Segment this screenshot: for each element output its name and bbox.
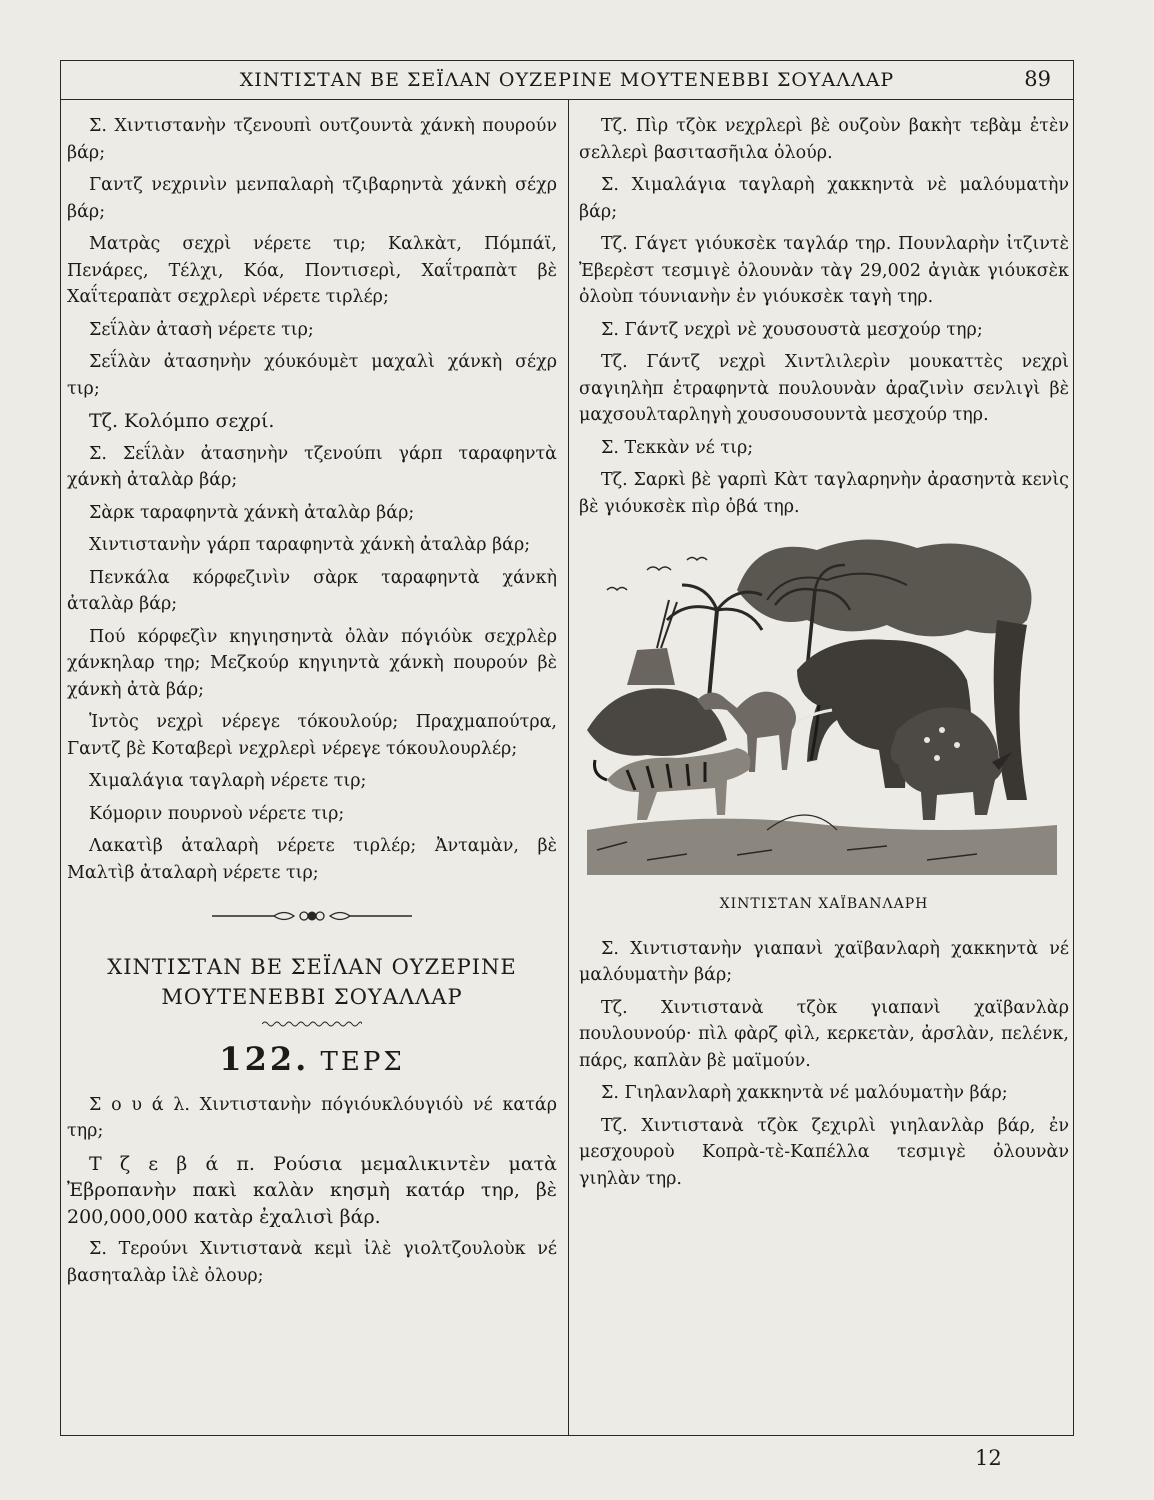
paragraph: Σεΐλὰν ἀτασὴ νέρετε τιρ; [89, 319, 314, 340]
signature-mark: 12 [975, 1446, 1002, 1470]
paragraph: Τζ. Χιντιστανὰ τζὸκ γιαπανὶ χαϊβανλὰρ πουλουνούρ· πὶλ φὰρζ φὶλ, κερκετὰν, ἀρσλὰν, πελένκ, πάρς, καπλὰν βὲ μαϊμούν. [579, 997, 1069, 1071]
paragraph: Κόμοριν πουρνοὺ νέρετε τιρ; [89, 803, 345, 824]
paragraph: Σ. Χιντιστανὴν γιαπανὶ χαϊβανλαρὴ χακκηντὰ νέ μαλόυματὴν βάρ; [579, 938, 1069, 985]
column-divider [568, 99, 569, 1435]
section-title-line: ΜΟΥΤΕΝΕΒΒΙ ΣΟΥΑΛΛΑΡ [161, 985, 463, 1009]
lesson-number: 122. [219, 1040, 310, 1078]
paragraph: Τζ. Γάγετ γιόυκσὲκ ταγλάρ τηρ. Πουνλαρὴν ἰτζιντὲ Ἐβερὲστ τεσμιγὲ ὀλουνὰν τὰγ 29,002 ἀγιὰκ γιόυκσὲκ ὀλοὺπ τόυνιανὴν ἐν γιόυκσὲκ ταγὴ τηρ. [579, 234, 1069, 307]
header-title: ΧΙΝΤΙΣΤΑΝ ΒΕ ΣΕΪΛΑΝ ΟΥΖΕΡΙΝΕ ΜΟΥΤΕΝΕΒΒΙ ΣΟΥΑΛΛΑΡ [239, 69, 895, 91]
left-column [67, 113, 557, 1295]
paragraph: Σ. Τεκκὰν νέ τιρ; [601, 437, 754, 458]
paragraph: Σὰρκ ταραφηντὰ χάνκὴ ἀταλὰρ βάρ; [89, 502, 415, 523]
paragraph: Τζ. Πὶρ τζὸκ νεχρλερὶ βὲ ουζοὺν βακὴτ τεβὰμ ἐτὲν σελλερὶ βασιτασῆιλα ὀλούρ. [579, 116, 1069, 163]
paragraph: Σ ο υ ά λ. Χιντιστανὴν πόγιόυκλόυγιόὺ νέ κατάρ τηρ; [67, 1094, 557, 1141]
paragraph: Σ. Τερούνι Χιντιστανὰ κεμὶ ἰλὲ γιολτζουλοὺκ νέ βασηταλὰρ ἰλὲ ὀλουρ; [67, 1239, 557, 1286]
paragraph: Τζ. Γάντζ νεχρὶ Χιντλιλερὶν μουκαττὲς νεχρὶ σαγιηλὴπ ἐτραφηντὰ πουλουνὰν ἀραζινὶν σενλιγὶ βὲ μαχσουλταρληγὴ χουσουσουντὰ μεσχούρ τηρ. [579, 352, 1069, 425]
paragraph: Τζ. Κολόμπο σεχρί. [89, 410, 275, 432]
lesson-heading [67, 1040, 557, 1078]
paragraph: Τ ζ ε β ά π. Ρούσια μεμαλικιντὲν ματὰ Ἐβροπανὴν πακὶ καλὰν κησμὴ κατάρ τηρ, βὲ 200,000,000 κατὰρ ἐχαλισὶ βάρ. [67, 1152, 557, 1228]
paragraph: Πενκάλα κόρφεζινὶν σὰρκ ταραφηντὰ χάνκὴ ἀταλὰρ βάρ; [67, 567, 557, 614]
illustration-caption: ΧΙΝΤΙΣΤΑΝ ΧΑΪΒΑΝΛΑΡΗ [719, 896, 929, 912]
paragraph: Λακατὶβ ἀταλαρὴ νέρετε τιρλέρ; Ἀνταμὰν, βὲ Μαλτὶβ ἀταλαρὴ νέρετε τιρ; [67, 836, 557, 883]
paragraph: Χιμαλάγια ταγλαρὴ νέρετε τιρ; [89, 771, 367, 791]
paragraph: Χιντιστανὴν γάρπ ταραφηντὰ χάνκὴ ἀταλὰρ βάρ; [89, 535, 531, 555]
paragraph: Σ. Χιμαλάγια ταγλαρὴ χακκηντὰ νὲ μαλόυματὴν βάρ; [579, 175, 1069, 222]
paragraph: Σ. Χιντιστανὴν τζενουπὶ ουτζουντὰ χάνκὴ πουρούν βάρ; [67, 116, 557, 163]
wavy-rule-icon [262, 1020, 362, 1028]
section-title [67, 952, 557, 1012]
paragraph: Σεΐλὰν ἀτασηνὴν χόυκόυμὲτ μαχαλὶ χάνκὴ σέχρ τιρ; [67, 352, 557, 399]
paragraph: Σ. Σεΐλὰν ἀτασηνὴν τζενούπι γάρπ ταραφηντὰ χάνκὴ ἀταλὰρ βάρ; [67, 443, 557, 490]
paragraph: Σ. Γιηλανλαρὴ χακκηντὰ νέ μαλόυματὴν βάρ; [601, 1083, 1008, 1103]
page-number: 89 [1024, 67, 1051, 91]
paragraph: Γαντζ νεχρινὶν μενπαλαρὴ τζιβαρηντὰ χάνκὴ σέχρ βάρ; [67, 175, 557, 222]
right-column [579, 113, 1069, 1198]
page-frame [60, 60, 1074, 1436]
paragraph: Τζ. Σαρκὶ βὲ γαρπὶ Κὰτ ταγλαρηνὴν ἀρασηντὰ κενὶς βὲ γιόυκσὲκ πὶρ ὀβά τηρ. [579, 470, 1069, 517]
paragraph: Ματρὰς σεχρὶ νέρετε τιρ; Καλκὰτ, Πόμπάϊ, Πενάρες, Τέλχι, Κόα, Ποντισερὶ, Χαΐτραπὰτ βὲ Χαΐτεραπὰτ σεχρλερὶ νέρετε τιρλέρ; [67, 234, 557, 307]
animals-illustration [587, 530, 1057, 875]
lesson-word: ΤΕΡΣ [320, 1047, 405, 1077]
running-header [61, 61, 1073, 100]
paragraph: Πού κόρφεζὶν κηγιησηντὰ ὀλὰν πόγιόὺκ σεχρλὲρ χάνκηλαρ τηρ; Μεζκούρ κηγιηντὰ χάνκὴ πουρούν βὲ χάνκὴ ἀτὰ βάρ; [67, 626, 557, 700]
section-title-line: ΧΙΝΤΙΣΤΑΝ ΒΕ ΣΕΪΛΑΝ ΟΥΖΕΡΙΝΕ [107, 955, 517, 979]
paragraph: Ἰντὸς νεχρὶ νέρεγε τόκουλούρ; Πραχμαπούτρα, Γαντζ βὲ Κοταβερὶ νεχρλερὶ νέρεγε τόκουλουρλέρ; [67, 712, 557, 759]
ornament-divider-icon [212, 908, 412, 924]
paragraph: Τζ. Χιντιστανὰ τζὸκ ζεχιρλὶ γιηλανλὰρ βάρ, ἐν μεσχουροὺ Κοπρὰ-τὲ-Καπέλλα τεσμιγὲ ὀλουνὰν γιηλὰν τηρ. [579, 1115, 1069, 1189]
paragraph: Σ. Γάντζ νεχρὶ νὲ χουσουστὰ μεσχούρ τηρ; [601, 319, 983, 340]
